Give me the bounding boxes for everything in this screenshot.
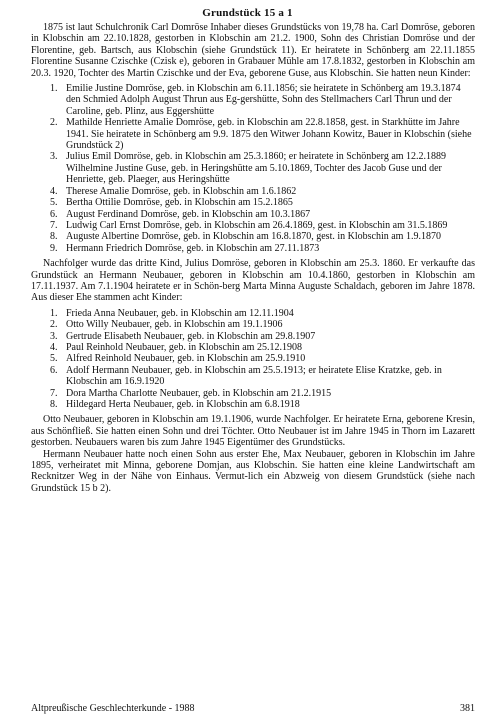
list-item-number: 4. <box>50 185 58 197</box>
footer-publication: Altpreußische Geschlechterkunde - 1988 <box>31 703 195 714</box>
children-list-neubauer <box>31 308 475 411</box>
list-item-number: 3. <box>50 151 58 163</box>
list-item-text: Gertrude Elisabeth Neubauer, geb. in Klobschin am 29.8.1907 <box>66 330 316 342</box>
list-item-number: 6. <box>50 364 58 376</box>
list-item <box>50 209 475 220</box>
list-item <box>50 319 475 330</box>
paragraph-carl-domroese: 1875 ist laut Schulchronik Carl Domröse Inhaber dieses Grundstücks von 19,78 ha. Carl Domröse, geboren in Klobschin am 22.10.1828, gestorben in Klobschin am 21.2. 1900, Sohn des Christian Domröse und der Florentine, geb. Bartsch, aus Klobschin (siehe Grundstück 11). Er heiratete in Schönberg am 22.11.1855 Florentine Susanne Czischke (Czisk e), geboren in Grabauer Mühle am 17.8.1832, gestorben in Klobschin am 20.3. 1920, Tochter des Martin Czischke und der Eva, geborene Guse, aus Klobschin. Sie hatten neun Kinder: <box>31 22 475 79</box>
page-number: 381 <box>460 703 475 714</box>
list-item <box>50 220 475 231</box>
list-item-number: 7. <box>50 387 58 399</box>
list-item <box>50 197 475 208</box>
list-item <box>50 342 475 353</box>
list-item-text: Therese Amalie Domröse, geb. in Klobschin am 1.6.1862 <box>66 185 297 197</box>
list-item <box>50 117 475 151</box>
list-item-text: Frieda Anna Neubauer, geb. in Klobschin am 12.11.1904 <box>66 307 294 319</box>
list-item-number: 5. <box>50 353 58 365</box>
list-item-number: 8. <box>50 399 58 410</box>
list-item-text: Hildegard Herta Neubauer, geb. in Klobschin am 6.8.1918 <box>66 399 300 410</box>
list-item-number: 1. <box>50 307 58 319</box>
list-item-text: Bertha Ottilie Domröse, geb. in Klobschin am 15.2.1865 <box>66 197 293 209</box>
paragraph-otto-neubauer: Otto Neubauer, geboren in Klobschin am 19.1.1906, wurde Nachfolger. Er heiratete Erna, geborene Kresin, aus Schönfließ. Sie hatten einen Sohn und drei Töchter. Otto Neubauer ist im Jahre 1945 in Thorn im Lazarett gestorben. Neubauers waren bis zum Jahre 1945 Eigentümer des Grundstücks. <box>31 414 475 449</box>
list-item <box>50 83 475 117</box>
list-item <box>50 151 475 185</box>
list-item-text: Mathilde Henriette Amalie Domröse, geb. in Klobschin am 22.8.1858, gest. in Starkhütte im Jahre 1941. Sie heiratete in Schönberg am 9.9. 1875 den Witwer Johann Kowitz, Bauer in Klobschin (siehe Grundstück 2) <box>66 117 472 152</box>
children-list-domroese <box>31 83 475 254</box>
list-item-number: 4. <box>50 341 58 353</box>
list-item <box>50 231 475 242</box>
list-item-text: Hermann Friedrich Domröse, geb. in Klobschin am 27.11.1873 <box>66 242 320 254</box>
list-item-text: Paul Reinhold Neubauer, geb. in Klobschin am 25.12.1908 <box>66 341 302 353</box>
list-item-number: 2. <box>50 117 58 129</box>
document-body <box>31 22 475 494</box>
list-item-number: 9. <box>50 242 58 254</box>
list-item-number: 5. <box>50 197 58 209</box>
list-item-text: Ludwig Carl Ernst Domröse, geb. in Klobschin am 26.4.1869, gest. in Klobschin am 31.5.1869 <box>66 219 448 231</box>
list-item-number: 6. <box>50 208 58 220</box>
list-item <box>50 331 475 342</box>
list-item <box>50 243 475 254</box>
list-item <box>50 388 475 399</box>
list-item-number: 7. <box>50 219 58 231</box>
list-item-text: Otto Willy Neubauer, geb. in Klobschin am 19.1.1906 <box>66 319 283 331</box>
list-item-text: Alfred Reinhold Neubauer, geb. in Klobschin am 25.9.1910 <box>66 353 306 365</box>
paragraph-successor-julius: Nachfolger wurde das dritte Kind, Julius Domröse, geboren in Klobschin am 25.3. 1860. Er verkaufte das Grundstück an Hermann Neubauer, geboren in Klobschin am 10.4.1860, gestorben in Klobschin am 17.11.1937. Am 7.1.1904 heiratete er in Schön-berg Marta Minna Auguste Schaldach, geboren im Jahre 1878. Aus dieser Ehe stammen acht Kinder: <box>31 258 475 304</box>
list-item-text: Auguste Albertine Domröse, geb. in Klobschin am 16.8.1870, gest. in Klobschin am 1.9.1870 <box>66 231 441 243</box>
list-item-text: Dora Martha Charlotte Neubauer, geb. in Klobschin am 21.2.1915 <box>66 387 332 399</box>
list-item <box>50 399 475 410</box>
list-item-number: 2. <box>50 319 58 331</box>
list-item <box>50 353 475 364</box>
list-item-text: Emilie Justine Domröse, geb. in Klobschin am 6.11.1856; sie heiratete in Schönberg am 19.3.1874 den Schmied Adolph August Thrun aus Eg-gershütte, Sohn des Stellmachers Carl Thrun und der Caroline, geb. Plinz, aus Eggershütte <box>66 83 461 117</box>
list-item <box>50 186 475 197</box>
page-title: Grundstück 15 a 1 <box>202 7 293 19</box>
list-item <box>50 365 475 388</box>
list-item-number: 1. <box>50 83 58 95</box>
list-item <box>50 308 475 319</box>
list-item-text: Julius Emil Domröse, geb. in Klobschin am 25.3.1860; er heiratete in Schönberg am 12.2.1889 Wilhelmine Justine Guse, geb. in Heringshütte am 5.10.1869, Tochter des Jacob Guse und der Henriette, geb. Plaeger, aus Heringshütte <box>66 151 447 186</box>
list-item-number: 8. <box>50 231 58 243</box>
list-item-text: Adolf Hermann Neubauer, geb. in Klobschin am 25.5.1913; er heiratete Elise Kratzke, geb. in Klobschin am 16.9.1920 <box>66 364 442 388</box>
paragraph-max-neubauer: Hermann Neubauer hatte noch einen Sohn aus erster Ehe, Max Neubauer, geboren in Klobschin im Jahre 1895, verheiratet mit Minna, geborene Domjan, aus Klobschin. Sie hatten eine kleine Landwirtschaft am Recknitzer Weg in der Nähe von Einhaus. Vermut-lich ein Abzweig von diesem Grundstück (siehe nach Grundstück 15 b 2). <box>31 448 475 494</box>
page-footer <box>31 703 475 714</box>
list-item-text: August Ferdinand Domröse, geb. in Klobschin am 10.3.1867 <box>66 208 311 220</box>
list-item-number: 3. <box>50 330 58 342</box>
